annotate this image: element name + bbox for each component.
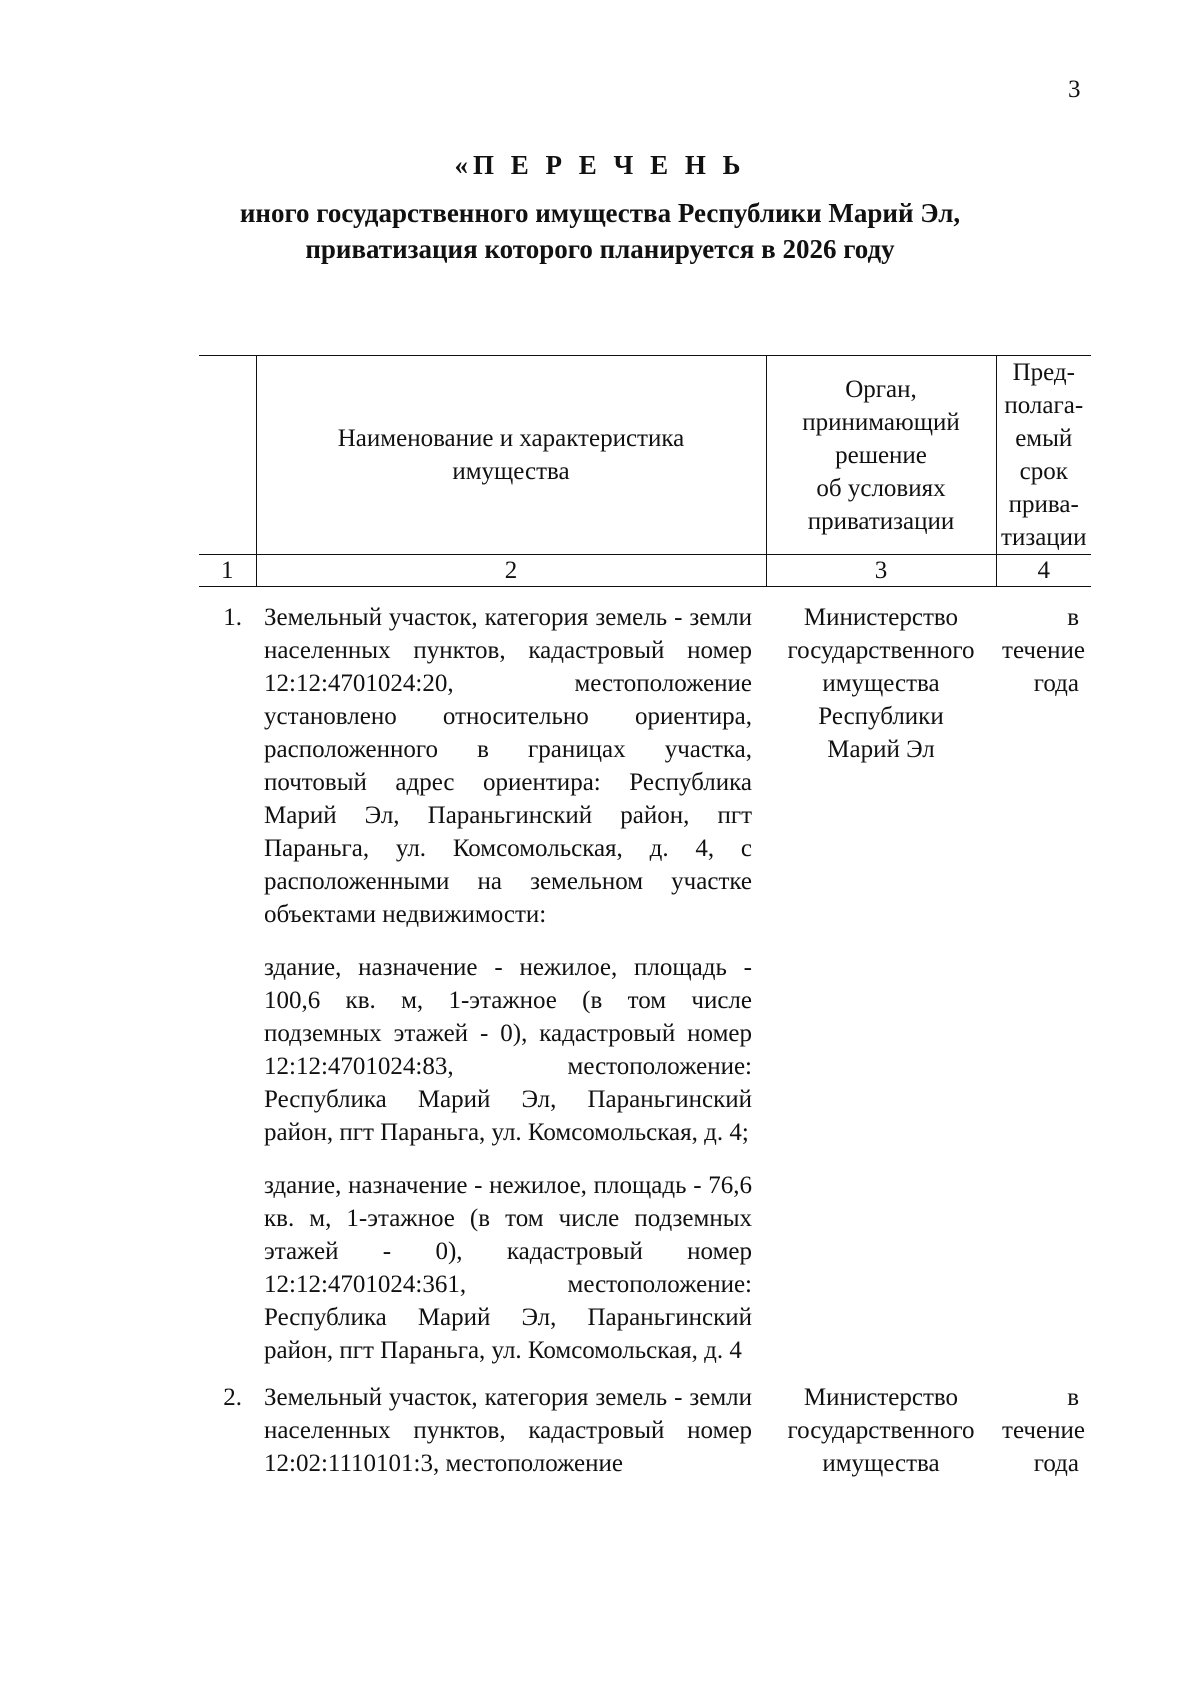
header-col-3-line: принимающий [802,408,960,436]
header-col-3-line: решение [835,441,927,469]
header-col-3-line: Орган, [845,375,917,403]
organ-line: государственного [787,1417,975,1444]
description-paragraph: Земельный участок, категория земель - земли населенных пунктов, кадастровый номер 12:12:4701024:20, местоположение установлено относительно ориентира, расположенного в границах участка, почтовый адрес ориентира: Республика Марий Эл, Параньгинский район, пгт Параньга, ул. Комсомольская, д. 4, с расположенными на земельном участке объектами недвижимости: [264,604,752,928]
term-line: в [1067,604,1079,631]
header-col-1 [199,356,256,555]
description-paragraph: здание, назначение - нежилое, площадь - 100,6 кв. м, 1-этажное (в том числе подземных этажей - 0), кадастровый номер 12:12:4701024:83, местоположение: Республика Марий Эл, Параньгинский район, пгт Параньга, ул. Комсомольская, д. 4; [264,954,752,1146]
column-number-row [199,555,1091,587]
organ-line: государственного [787,637,975,664]
row-term [996,1367,1091,1480]
organ-line: имущества [822,670,940,697]
row-organ [766,587,996,1368]
term-line: течение [1002,1417,1085,1444]
organ-line: Министерство [803,604,959,631]
row-organ [766,1367,996,1480]
header-col-4-line: срок [1019,458,1068,485]
organ-line: Министерство [803,1384,959,1411]
header-col-4-line: прива- [1008,491,1079,518]
description-paragraph: здание, назначение - нежилое, площадь - 76,6 кв. м, 1-этажное (в том числе подземных этажей - 0), кадастровый номер 12:12:4701024:361, местоположение: Республика Марий Эл, Параньгинский район, пгт Параньга, ул. Комсомольская, д. 4 [264,1172,752,1364]
header-col-4-line: полага- [1004,392,1084,419]
subtitle-line-2: приватизация которого планируется в 2026 году [305,234,895,264]
column-number: 2 [256,555,766,587]
header-col-2 [256,356,766,555]
page-number: 3 [1068,76,1081,103]
header-col-4 [996,356,1091,555]
row-number: 2. [223,1384,242,1411]
column-number: 4 [996,555,1091,587]
row-description [256,1367,766,1480]
description-paragraph: Земельный участок, категория земель - земли населенных пунктов, кадастровый номер 12:02:1110101:3, местоположение [264,1384,752,1477]
column-number: 1 [199,555,256,587]
row-description [256,587,766,1368]
term-line: года [1033,670,1079,697]
table-row [199,587,1091,1368]
organ-line: Марий Эл [827,736,935,763]
header-col-3-line: об условиях [816,474,946,502]
document-title: «П Е Р Е Ч Е Н Ь [454,150,746,180]
term-line: в [1067,1384,1079,1411]
document-subtitle [0,195,1200,267]
row-number: 1. [223,604,242,631]
organ-line: Республики [818,703,944,730]
header-col-3 [766,356,996,555]
header-col-3-line: приватизации [807,507,955,535]
header-col-2-text: Наименование и характеристика имущества [337,425,685,485]
subtitle-line-1: иного государственного имущества Республики Марий Эл, [239,198,961,228]
header-col-4-line: тизации [1001,524,1087,551]
row-term [996,587,1091,1368]
property-table [199,355,1091,1480]
table-header-row [199,356,1091,555]
organ-line: имущества [822,1450,940,1477]
column-number: 3 [766,555,996,587]
header-col-4-line: емый [1015,425,1073,452]
term-line: течение [1002,637,1085,664]
table-row [199,1367,1091,1480]
term-line: года [1033,1450,1079,1477]
header-col-4-line: Пред- [1012,359,1075,386]
